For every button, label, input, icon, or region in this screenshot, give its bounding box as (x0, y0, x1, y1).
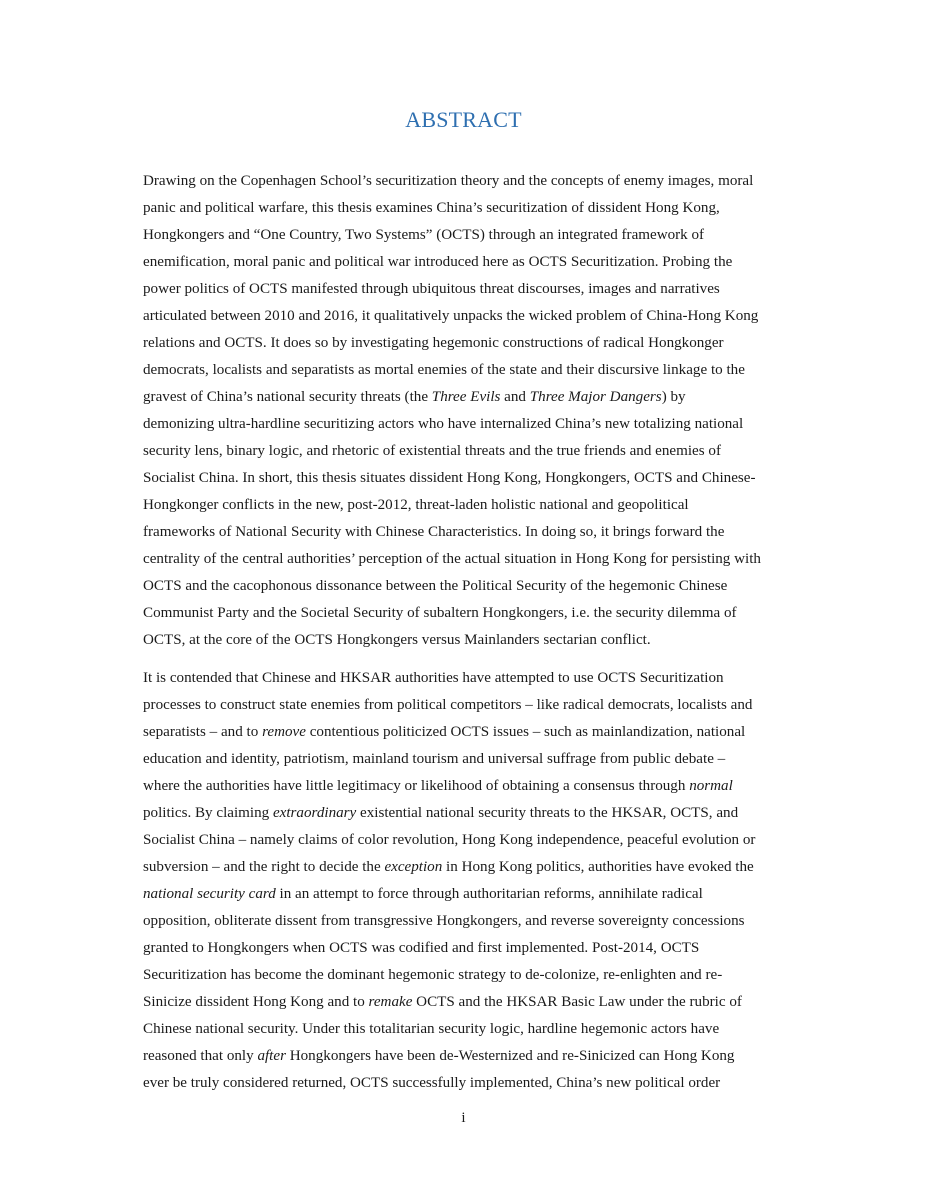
text-line (143, 854, 793, 881)
text-line: Chinese national security. Under this totalitarian security logic, hardline hegemonic actors have (143, 1021, 720, 1037)
text-line: granted to Hongkongers when OCTS was codified and first implemented. Post-2014, OCTS (143, 940, 700, 956)
text-line: Drawing on the Copenhagen School’s securitization theory and the concepts of enemy images, moral (143, 173, 754, 189)
text-run: politics. By claiming (143, 805, 273, 821)
text-line: democrats, localists and separatists as mortal enemies of the state and their discursive linkage to the (143, 362, 745, 378)
text-run: subversion – and the right to decide the (143, 859, 385, 875)
text-run: ) by (661, 389, 686, 405)
text-run: reasoned that only (143, 1048, 258, 1064)
text-line: articulated between 2010 and 2016, it qualitatively unpacks the wicked problem of China-Hong Kong (143, 308, 759, 324)
italic-term: Three Evils (431, 389, 501, 405)
text-line: panic and political warfare, this thesis examines China’s securitization of dissident Hong Kong, (143, 200, 720, 216)
text-run: Sinicize dissident Hong Kong and to (143, 994, 369, 1010)
text-line (143, 800, 793, 827)
text-run: where the authorities have little legitimacy or likelihood of obtaining a consensus through (143, 778, 690, 794)
text-line: Hongkonger conflicts in the new, post-2012, threat-laden holistic national and geopolitical (143, 497, 689, 513)
italic-term: after (257, 1048, 286, 1064)
text-line: centrality of the central authorities’ perception of the actual situation in Hong Kong for persisting with (143, 551, 761, 567)
text-run: in an attempt to force through authoritarian reforms, annihilate radical (275, 886, 703, 902)
text-line: enemification, moral panic and political war introduced here as OCTS Securitization. Probing the (143, 254, 733, 270)
text-line: Communist Party and the Societal Security of subaltern Hongkongers, i.e. the security dilemma of (143, 605, 737, 621)
italic-term: normal (689, 778, 733, 794)
text-line: education and identity, patriotism, mainland tourism and universal suffrage from public debate – (143, 751, 726, 767)
text-line (143, 384, 793, 411)
text-line: OCTS and the cacophonous dissonance between the Political Security of the hegemonic Chinese (143, 578, 728, 594)
text-run: and (500, 389, 530, 405)
text-run: separatists – and to (143, 724, 263, 740)
text-line: ever be truly considered returned, OCTS successfully implemented, China’s new political order (143, 1075, 721, 1091)
italic-term: Three Major Dangers (529, 389, 662, 405)
text-line: demonizing ultra-hardline securitizing actors who have internalized China’s new totalizing national (143, 416, 744, 432)
italic-term: exception (384, 859, 443, 875)
abstract-paragraph-2 (143, 665, 793, 1097)
page-number: i (461, 1110, 466, 1126)
text-line: Securitization has become the dominant hegemonic strategy to de-colonize, re-enlighten and re- (143, 967, 723, 983)
text-line: security lens, binary logic, and rhetoric of existential threats and the true friends and enemies of (143, 443, 721, 459)
text-run: OCTS and the HKSAR Basic Law under the rubric of (412, 994, 742, 1010)
text-run: in Hong Kong politics, authorities have evoked the (442, 859, 754, 875)
italic-term: extraordinary (272, 805, 357, 821)
text-line: Hongkongers and “One Country, Two Systems” (OCTS) through an integrated framework of (143, 227, 705, 243)
abstract-paragraph-1 (143, 168, 793, 654)
text-line (143, 881, 793, 908)
text-run: contentious politicized OCTS issues – such as mainlandization, national (305, 724, 746, 740)
italic-term: national security card (143, 886, 276, 902)
text-line (143, 719, 793, 746)
italic-term: remove (262, 724, 306, 740)
text-line: relations and OCTS. It does so by investigating hegemonic constructions of radical Hongkonger (143, 335, 724, 351)
text-line: Socialist China – namely claims of color revolution, Hong Kong independence, peaceful evolution or (143, 832, 756, 848)
text-line (143, 989, 793, 1016)
text-line: opposition, obliterate dissent from transgressive Hongkongers, and reverse sovereignty concessions (143, 913, 745, 929)
text-line: It is contended that Chinese and HKSAR authorities have attempted to use OCTS Securitization (143, 670, 724, 686)
text-line (143, 773, 793, 800)
text-line: Socialist China. In short, this thesis situates dissident Hong Kong, Hongkongers, OCTS and Chinese- (143, 470, 756, 486)
text-run: Hongkongers have been de-Westernized and re-Sinicized can Hong Kong (285, 1048, 735, 1064)
text-line (143, 1043, 793, 1070)
text-line: OCTS, at the core of the OCTS Hongkongers versus Mainlanders sectarian conflict. (143, 632, 651, 648)
text-run: gravest of China’s national security threats (the (143, 389, 432, 405)
text-line: processes to construct state enemies from political competitors – like radical democrats, localists and (143, 697, 753, 713)
text-line: frameworks of National Security with Chinese Characteristics. In doing so, it brings forward the (143, 524, 725, 540)
text-line: power politics of OCTS manifested through ubiquitous threat discourses, images and narratives (143, 281, 720, 297)
italic-term: remake (368, 994, 413, 1010)
page-title: ABSTRACT (405, 107, 522, 132)
text-run: existential national security threats to the HKSAR, OCTS, and (356, 805, 739, 821)
